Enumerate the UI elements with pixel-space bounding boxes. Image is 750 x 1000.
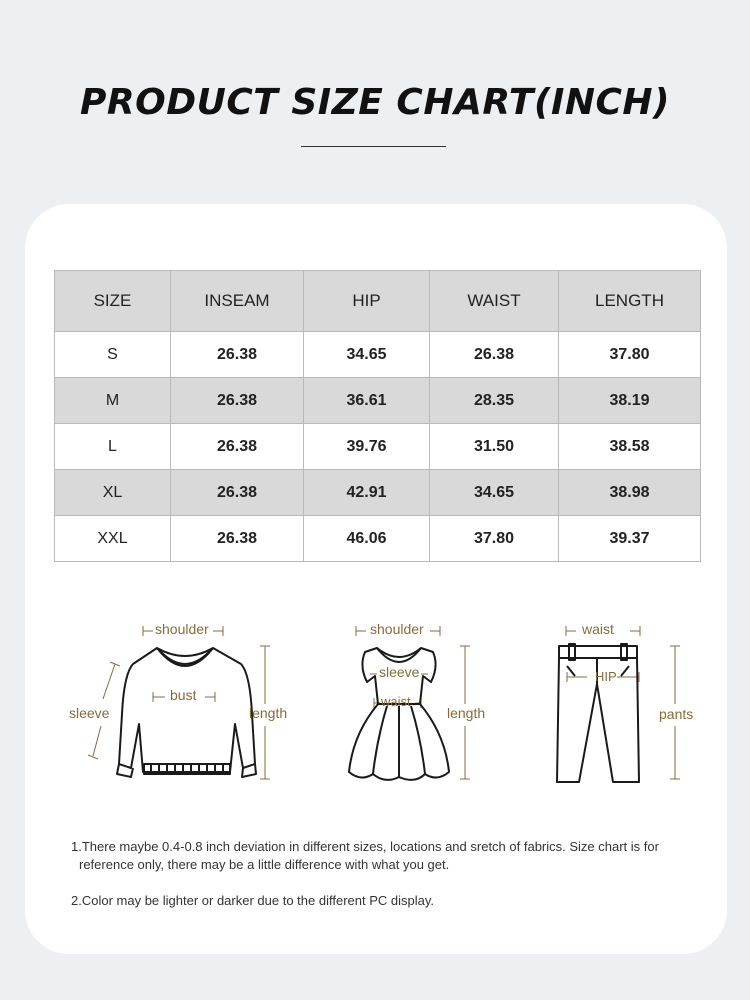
table-row bbox=[55, 424, 701, 470]
pants-waist-label: waist bbox=[582, 621, 614, 637]
cell-inseam: 26.38 bbox=[171, 470, 304, 516]
pants-hip-label: HIP bbox=[595, 669, 617, 684]
cell-length: 38.58 bbox=[559, 424, 701, 470]
table-row bbox=[55, 516, 701, 562]
cell-inseam: 26.38 bbox=[171, 378, 304, 424]
notes bbox=[71, 838, 711, 910]
note-color: 2.Color may be lighter or darker due to the different PC display. bbox=[71, 893, 434, 908]
cell-length: 37.80 bbox=[559, 332, 701, 378]
sweater-shoulder-label: shoulder bbox=[155, 621, 209, 637]
sweater-bust-label: bust bbox=[170, 687, 197, 703]
sweater-sleeve-label: sleeve bbox=[69, 705, 110, 721]
note-deviation: 1.There maybe 0.4-0.8 inch deviation in different sizes, locations and sretch of fabrics. Size chart is for reference only, there may be a little difference with what you get. bbox=[71, 839, 659, 872]
title-divider bbox=[301, 146, 446, 147]
dress-measure-diagram bbox=[325, 614, 505, 794]
pants-icon bbox=[535, 614, 715, 794]
cell-hip: 42.91 bbox=[304, 470, 430, 516]
cell-hip: 34.65 bbox=[304, 332, 430, 378]
table-row bbox=[55, 470, 701, 516]
table-row bbox=[55, 378, 701, 424]
table-header-row bbox=[55, 271, 701, 332]
header-size: SIZE bbox=[55, 271, 171, 332]
sweater-icon bbox=[65, 614, 288, 794]
size-table bbox=[54, 270, 701, 562]
cell-size: XXL bbox=[55, 516, 171, 562]
header-length: LENGTH bbox=[559, 271, 701, 332]
header-inseam: INSEAM bbox=[171, 271, 304, 332]
size-chart-card bbox=[25, 204, 727, 954]
dress-icon bbox=[325, 614, 505, 794]
cell-waist: 31.50 bbox=[430, 424, 559, 470]
cell-size: L bbox=[55, 424, 171, 470]
header-hip: HIP bbox=[304, 271, 430, 332]
cell-size: S bbox=[55, 332, 171, 378]
table-row bbox=[55, 332, 701, 378]
cell-inseam: 26.38 bbox=[171, 516, 304, 562]
cell-waist: 28.35 bbox=[430, 378, 559, 424]
dress-sleeve-label: sleeve bbox=[379, 664, 420, 680]
page-title: PRODUCT SIZE CHART(INCH) bbox=[80, 82, 670, 123]
header-waist: WAIST bbox=[430, 271, 559, 332]
cell-inseam: 26.38 bbox=[171, 424, 304, 470]
cell-waist: 34.65 bbox=[430, 470, 559, 516]
cell-size: M bbox=[55, 378, 171, 424]
cell-length: 38.98 bbox=[559, 470, 701, 516]
pants-length-label: pants bbox=[659, 706, 694, 722]
sweater-measure-diagram bbox=[65, 614, 288, 794]
sweater-length-label: length bbox=[249, 705, 288, 721]
cell-waist: 26.38 bbox=[430, 332, 559, 378]
cell-waist: 37.80 bbox=[430, 516, 559, 562]
cell-length: 38.19 bbox=[559, 378, 701, 424]
cell-hip: 36.61 bbox=[304, 378, 430, 424]
pants-measure-diagram bbox=[535, 614, 715, 794]
cell-length: 39.37 bbox=[559, 516, 701, 562]
cell-size: XL bbox=[55, 470, 171, 516]
cell-inseam: 26.38 bbox=[171, 332, 304, 378]
dress-length-label: length bbox=[447, 705, 486, 721]
dress-shoulder-label: shoulder bbox=[370, 621, 424, 637]
dress-waist-label: waist bbox=[381, 694, 411, 709]
cell-hip: 39.76 bbox=[304, 424, 430, 470]
cell-hip: 46.06 bbox=[304, 516, 430, 562]
